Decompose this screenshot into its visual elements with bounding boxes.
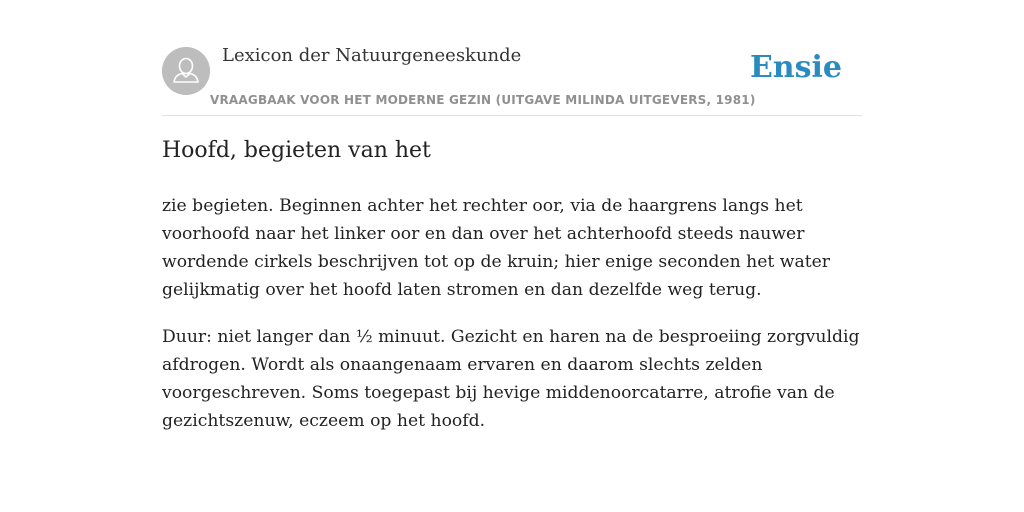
entry-paragraph: Duur: niet langer dan ½ minuut. Gezicht en haren na de besproeiing zorgvuldig afdrogen. Wordt als onaangenaam ervaren en daarom slechts zelden voorgeschreven. Soms toegepast bij hevige middenoorcatarre, atrofie van de gezichtszenuw, eczeem op het hoofd. [162, 327, 860, 431]
brand-logo[interactable]: Ensie [749, 50, 842, 85]
entry-body [162, 192, 862, 454]
entry-paragraph: zie begieten. Beginnen achter het rechter oor, via de haargrens langs het voorhoofd naar het linker oor en dan over het achterhoofd steeds nauwer wordende cirkels beschrijven tot op de kruin; hier enige seconden het water gelijkmatig over het hoofd laten stromen en dan dezelfde weg terug. [162, 196, 831, 300]
user-avatar-icon[interactable] [162, 47, 210, 95]
source-subtitle: VRAAGBAAK VOOR HET MODERNE GEZIN (UITGAVE MILINDA UITGEVERS, 1981) [210, 93, 756, 107]
entry-title: Hoofd, begieten van het [162, 138, 431, 163]
source-title[interactable]: Lexicon der Natuurgeneeskunde [222, 45, 522, 66]
header-divider [162, 115, 862, 116]
